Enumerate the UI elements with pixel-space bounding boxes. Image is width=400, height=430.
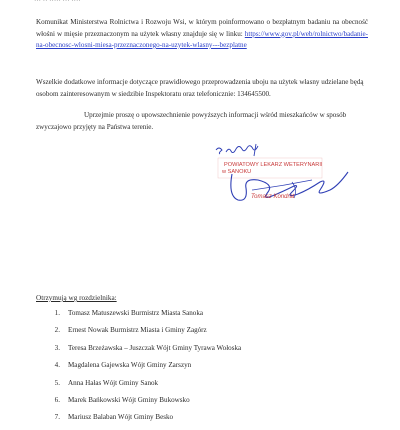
signer-name: Tomasz Kondrat xyxy=(251,194,295,200)
distribution-heading: Otrzymują wg rozdzielnika: xyxy=(36,294,117,302)
cut-off-previous-line: ··· ·· ····· ··· ···· xyxy=(34,0,81,5)
list-item: 5. Anna Hałas Wójt Gminy Sanok xyxy=(54,378,159,387)
signature-drawing xyxy=(192,134,372,274)
list-item: 6. Marek Bańkowski Wójt Gminy Bukowsko xyxy=(54,395,190,404)
ministry-link[interactable]: https://www.gov.pl/web/rolnictwo/badanie-na-obecnosc-wlosni-miesa-przeznaczonego-na-uzytek-wlasny---bezplatne xyxy=(36,29,368,49)
paragraph-ministry-notice xyxy=(36,17,368,51)
signature-block xyxy=(192,134,372,274)
list-item: 2. Ernest Nowak Burmistrz Miasta i Gminy Zagórz xyxy=(54,326,207,335)
paragraph-ministry-notice-text: Komunikat Ministerstwa Rolnictwa i Rozwoju Wsi, w którym poinformowano o bezpłatnym badaniu na obecność włośni w mięsie przeznaczonym na użytek własny znajduje się w linku: xyxy=(36,18,368,38)
handwritten-note xyxy=(216,144,258,156)
paragraph-request: Uprzejmie proszę o upowszechnienie powyższych informacji wśród mieszkańców w sposób zwyczajowo przyjęty na Państwa terenie. xyxy=(36,111,347,131)
list-item: 3. Teresa Brzeżawska – Juszczak Wójt Gminy Tyrawa Wołoska xyxy=(54,343,242,352)
list-item: 4. Magdalena Gajewska Wójt Gminy Zarszyn xyxy=(54,361,192,370)
stamp-title: POWIATOWY LEKARZ WETERYNARII xyxy=(224,162,323,168)
stamp-location: w SANOKU xyxy=(222,169,252,175)
list-item: 7. Mariusz Balaban Wójt Gminy Besko xyxy=(54,413,174,422)
distribution-list xyxy=(36,308,241,430)
paragraph-additional-info: Wszelkie dodatkowe informacje dotyczące prawidłowego przeprowadzenia uboju na użytek własny udzielane będą osobom zainteresowanym w siedzibie Inspektoratu oraz telefonicznie: 134645500. xyxy=(36,78,364,98)
stamp-frame xyxy=(218,158,322,178)
list-item: 1. Tomasz Matuszewski Burmistrz Miasta Sanoka xyxy=(54,309,204,317)
